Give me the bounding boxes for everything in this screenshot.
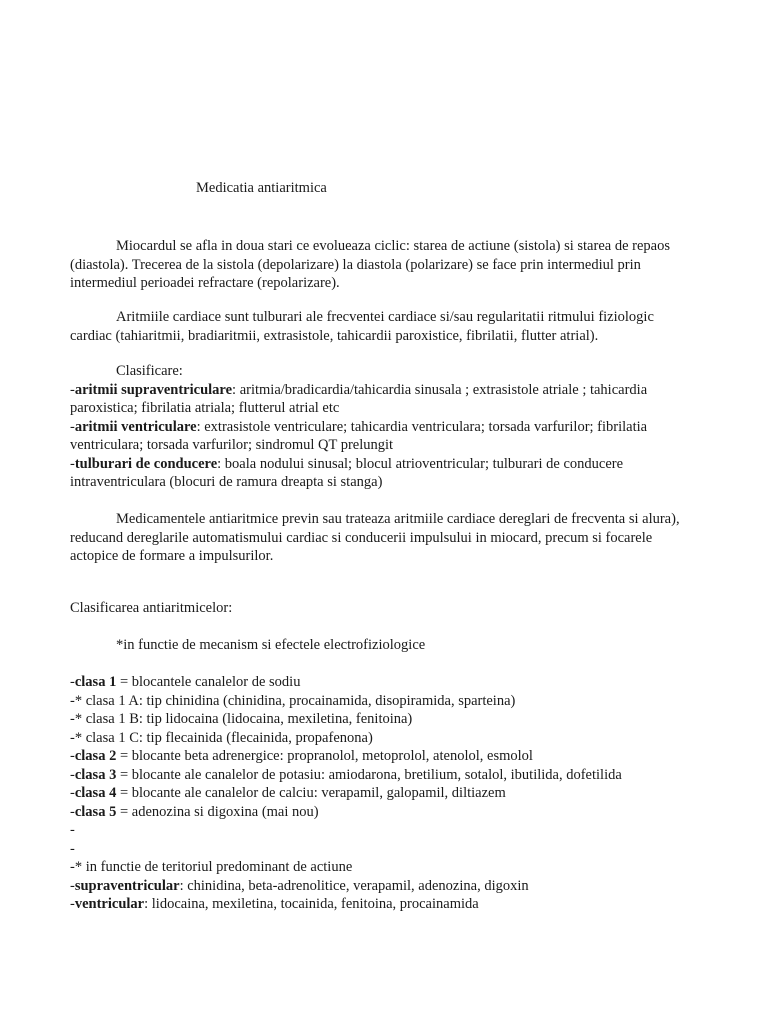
class-line: -clasa 5 = adenozina si digoxina (mai nou)	[70, 803, 319, 820]
classification-item: -tulburari de conducere: boala nodului sinusal; blocul atrioventricular; tulburari de conducere intraventriculara (blocuri de ramura dreapta si stanga)	[70, 455, 624, 490]
document-title: Medicatia antiaritmica	[196, 180, 327, 196]
intro-paragraph-1: Miocardul se afla in doua stari ce evolueaza ciclic: starea de actiune (sistola) si starea de repaos (diastola). Trecerea de la sistola (depolarizare) la diastola (polarizare) se face prin intermediul prin intermediul perioadei refractare (repolarizare).	[70, 238, 670, 291]
class-line: -clasa 1 = blocantele canalelor de sodiu	[70, 674, 301, 690]
class-line: -ventricular: lidocaina, mexiletina, tocainida, fenitoina, procainamida	[70, 896, 479, 912]
classification-term: aritmii supraventriculare	[74, 381, 233, 398]
antiaritmice-subheading: *in functie de mecanism si efectele electrofiziologice	[116, 637, 426, 653]
classification-description: : extrasistole ventriculare; tahicardia ventriculara; torsada varfurilor; fibrilatia ventriculara; torsada varfurilor; sindromul QT prelungit	[70, 418, 648, 453]
antiaritmice-heading: Clasificarea antiaritmicelor:	[70, 600, 233, 616]
class-line: -clasa 3 = blocante ale canalelor de potasiu: amiodarona, bretilium, sotalol, ibutilida, dofetilida	[70, 766, 622, 783]
class-line: -clasa 2 = blocante beta adrenergice: propranolol, metoprolol, atenolol, esmolol	[70, 748, 533, 764]
classification-term: tulburari de conducere	[74, 455, 218, 472]
classification-description: : aritmia/bradicardia/tahicardia sinusala ; extrasistole atriale ; tahicardia paroxistica; fibrilatia atriala; flutterul atrial etc	[70, 381, 648, 416]
classification-description: : boala nodului sinusal; blocul atrioventricular; tulburari de conducere intraventriculara (blocuri de ramura dreapta si stanga)	[70, 455, 624, 490]
class-line: -supraventricular: chinidina, beta-adrenolitice, verapamil, adenozina, digoxin	[70, 877, 529, 894]
medicamente-paragraph: Medicamentele antiaritmice previn sau trateaza aritmiile cardiace dereglari de frecventa si alura), reducand dereglarile automatismului cardiac si conducerii impulsului in miocard, precum si focarele actopice de formare a impulsurilor.	[70, 511, 680, 564]
class-line: -* clasa 1 C: tip flecainida (flecainida, propafenona)	[70, 729, 373, 746]
class-line: -* in functie de teritoriul predominant de actiune	[70, 859, 353, 875]
class-line: -* clasa 1 A: tip chinidina (chinidina, procainamida, disopiramida, sparteina)	[70, 692, 516, 709]
antiaritmice-class-list	[70, 673, 690, 914]
class-line: -	[70, 840, 75, 857]
classification-item: -aritmii ventriculare: extrasistole ventriculare; tahicardia ventriculara; torsada varfurilor; fibrilatia ventriculara; torsada varfurilor; sindromul QT prelungit	[70, 418, 648, 453]
class-line: -* clasa 1 B: tip lidocaina (lidocaina, mexiletina, fenitoina)	[70, 711, 413, 727]
class-line: -	[70, 822, 75, 838]
intro-paragraph-2: Aritmiile cardiace sunt tulburari ale frecventei cardiace si/sau regularitatii ritmului fiziologic cardiac (tahiaritmii, bradiaritmii, extrasistole, tahicardii paroxistice, fibrilatii, flutter atrial).	[70, 309, 654, 344]
classification-item: -aritmii supraventriculare: aritmia/bradicardia/tahicardia sinusala ; extrasistole atriale ; tahicardia paroxistica; fibrilatia atriala; flutterul atrial etc	[70, 381, 648, 416]
classification-heading: Clasificare:	[116, 363, 183, 379]
classification-term: aritmii ventriculare	[74, 418, 197, 435]
classification-section	[70, 362, 690, 492]
class-line: -clasa 4 = blocante ale canalelor de calciu: verapamil, galopamil, diltiazem	[70, 785, 506, 801]
